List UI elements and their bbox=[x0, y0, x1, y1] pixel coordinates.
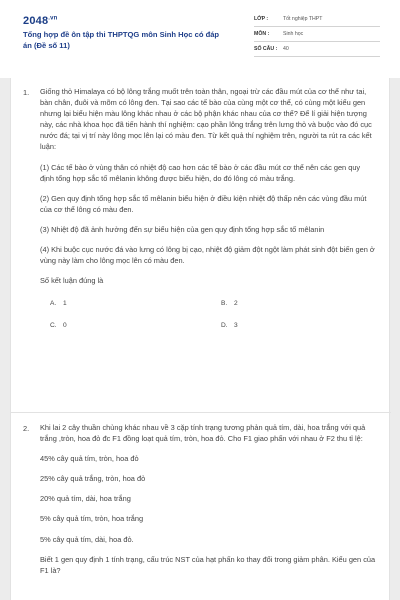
option-text: 0 bbox=[63, 322, 67, 330]
logo-text: 2048 bbox=[23, 15, 49, 27]
statement-1: (1) Các tế bào ở vùng thân có nhiệt độ cao hơn các tế bào ở các đầu mút cơ thể nên các gen quy định tổng hợp sắc tố mêlanin không được biểu hiện, do đó lông có màu trắng. bbox=[40, 162, 361, 183]
meta-row-subject bbox=[254, 29, 380, 42]
result-line: 45% cây quả tím, tròn, hoa đỏ bbox=[40, 454, 139, 464]
option-a[interactable] bbox=[50, 298, 67, 309]
statement-2: (2) Gen quy định tổng hợp sắc tố mêlanin biểu hiện ở điều kiện nhiệt độ thấp nên các vùng đầu mút của cơ thể lông có màu đen. bbox=[40, 193, 367, 214]
meta-value: Sinh học bbox=[283, 31, 304, 37]
meta-value: 40 bbox=[283, 46, 289, 52]
result-line: 5% cây quả tím, tròn, hoa trắng bbox=[40, 514, 144, 524]
result-line: 25% cây quả trắng, tròn, hoa đỏ bbox=[40, 474, 146, 484]
question-2 bbox=[11, 418, 391, 600]
question-divider bbox=[11, 412, 391, 413]
option-label: D. bbox=[221, 322, 228, 330]
question-prompt: Số kết luận đúng là bbox=[40, 276, 104, 286]
question-sheet bbox=[10, 78, 390, 600]
document-header bbox=[0, 0, 400, 78]
option-text: 3 bbox=[234, 322, 238, 330]
question-number: 2. bbox=[23, 424, 30, 433]
meta-row-class bbox=[254, 14, 380, 27]
option-d[interactable] bbox=[221, 320, 238, 331]
question-prompt: Biết 1 gen quy định 1 tính trạng, cấu trúc NST của hạt phấn ko thay đổi trong giảm phân. Kiểu gen của F1 là? bbox=[40, 554, 376, 575]
option-label: C. bbox=[50, 322, 57, 330]
question-stem: Khi lai 2 cây thuần chủng khác nhau về 3 cặp tính trạng tương phản quả tím, dài, hoa trắng với quả trắng ,tròn, hoa đỏ đc F1 đồng loạt quả tím, tròn, hoa đỏ. Cho F1 giao phấn với nhau ở F2 thu tỉ lệ: bbox=[40, 423, 366, 444]
question-1 bbox=[11, 82, 391, 412]
document-title: Tổng hợp đề ôn tập thi THPTQG môn Sinh Học có đáp án (Đề số 11) bbox=[23, 30, 220, 50]
option-c[interactable] bbox=[50, 320, 67, 331]
option-label: A. bbox=[50, 300, 57, 308]
result-line: 20% quả tím, dài, hoa trắng bbox=[40, 494, 131, 504]
meta-row-question-count bbox=[254, 44, 380, 57]
meta-label: LỚP : bbox=[254, 16, 269, 22]
option-text: 1 bbox=[63, 300, 67, 308]
statement-4: (4) Khi buộc cục nước đá vào lưng có lông bị cạo, nhiệt độ giảm đột ngột làm phát sinh đột biến gen ở vùng này làm cho lông mọc lên có màu đen. bbox=[40, 245, 375, 266]
content-area bbox=[0, 78, 400, 600]
option-text: 2 bbox=[234, 300, 238, 308]
option-b[interactable] bbox=[221, 298, 238, 309]
site-logo[interactable] bbox=[23, 15, 58, 27]
question-body bbox=[40, 86, 376, 334]
question-stem: Giống thỏ Himalaya có bộ lông trắng muốt trên toàn thân, ngoại trừ các đầu mút của cơ thể như tai, bàn chân, đuôi và mõm có lông đen. Tại sao các tế bào của cùng một cơ thể, có cùng một kiểu gen nhưng lại biểu hiện màu lông khác nhau ở các bộ phận khác nhau của cơ thể? Để lí giải hiện tượng này, các nhà khoa học đã tiến hành thí nghiệm: cạo phần lông trắng trên lưng thỏ và buộc vào đó cục nước đá; tại vị trí này lông mọc lên lại có màu đen. Từ kết quả thí nghiệm trên, người ta rút ra các kết luận: bbox=[40, 87, 372, 152]
logo-suffix: .vn bbox=[48, 15, 58, 22]
question-body bbox=[40, 422, 376, 585]
result-line: 5% cây quả tím, dài, hoa đỏ. bbox=[40, 534, 134, 544]
option-label: B. bbox=[221, 300, 228, 308]
meta-label: SỐ CÂU : bbox=[254, 46, 278, 52]
question-number: 1. bbox=[23, 88, 30, 97]
meta-label: MÔN : bbox=[254, 31, 270, 37]
answer-options bbox=[40, 298, 376, 334]
statement-3: (3) Nhiệt độ đã ảnh hưởng đến sự biểu hiện của gen quy định tổng hợp sắc tố mêlanin bbox=[40, 224, 325, 234]
document-meta bbox=[254, 14, 380, 59]
meta-value: Tốt nghiệp THPT bbox=[283, 16, 323, 22]
